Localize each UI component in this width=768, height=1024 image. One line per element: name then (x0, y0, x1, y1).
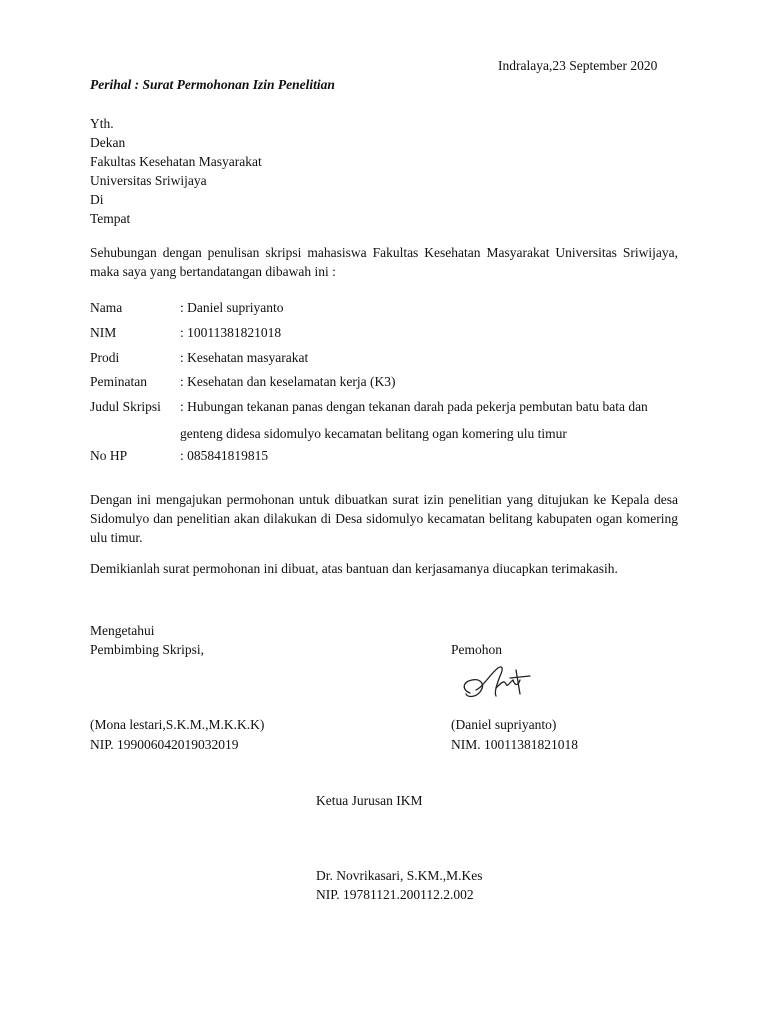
closing-paragraph: Demikianlah surat permohonan ini dibuat, atas bantuan dan kerjasamanya diucapkan terimakasih. (90, 561, 618, 576)
field-value: : 085841819815 (180, 448, 269, 463)
handwritten-signature (458, 660, 543, 710)
center-signatory-id: NIP. 19781121.200112.2.002 (316, 887, 474, 902)
field-value: : Daniel supriyanto (180, 300, 284, 315)
field-value: : Kesehatan dan keselamatan kerja (K3) (180, 374, 396, 389)
address-line: Yth. (90, 116, 114, 131)
field-label: Prodi (90, 350, 120, 365)
field-value-line: genteng didesa sidomulyo kecamatan belitang ogan komering ulu timur (180, 426, 567, 441)
address-line: Tempat (90, 211, 131, 226)
field-value: : Kesehatan masyarakat (180, 350, 309, 365)
letter-subject: Perihal : Surat Permohonan Izin Penelitian (90, 77, 335, 92)
intro-paragraph: Sehubungan dengan penulisan skripsi mahasiswa Fakultas Kesehatan Masyarakat Universitas Sriwijaya, maka saya yang bertandatangan dibawah ini : (90, 245, 678, 279)
left-heading-1: Mengetahui (90, 623, 155, 638)
letter-date: Indralaya,23 September 2020 (498, 58, 658, 73)
address-line: Dekan (90, 135, 126, 150)
left-heading-2: Pembimbing Skripsi, (90, 642, 205, 657)
center-signatory-name: Dr. Novrikasari, S.KM.,M.Kes (316, 868, 483, 883)
address-line: Fakultas Kesehatan Masyarakat (90, 154, 262, 169)
field-value (180, 397, 678, 443)
right-signatory-name: (Daniel supriyanto) (451, 717, 557, 732)
recipient-address (90, 114, 262, 228)
field-label: No HP (90, 448, 128, 463)
center-heading: Ketua Jurusan IKM (316, 793, 423, 808)
field-value-line: : Hubungan tekanan panas dengan tekanan darah pada pekerja pembutan batu bata dan (180, 399, 648, 414)
field-label: Nama (90, 300, 123, 315)
right-signatory-id: NIM. 10011381821018 (451, 737, 578, 752)
address-line: Di (90, 192, 104, 207)
left-signatory-id: NIP. 199006042019032019 (90, 737, 239, 752)
left-signatory-name: (Mona lestari,S.K.M.,M.K.K.K) (90, 717, 265, 732)
address-line: Universitas Sriwijaya (90, 173, 207, 188)
field-label: NIM (90, 325, 117, 340)
right-heading: Pemohon (451, 642, 503, 657)
request-paragraph: Dengan ini mengajukan permohonan untuk dibuatkan surat izin penelitian yang ditujukan ke Kepala desa Sidomulyo dan penelitian akan dilakukan di Desa sidomulyo kecamatan belitang kabupaten ogan komering ulu timur. (90, 492, 678, 545)
field-label: Judul Skripsi (90, 399, 161, 414)
field-value: : 10011381821018 (180, 325, 282, 340)
field-label: Peminatan (90, 374, 147, 389)
